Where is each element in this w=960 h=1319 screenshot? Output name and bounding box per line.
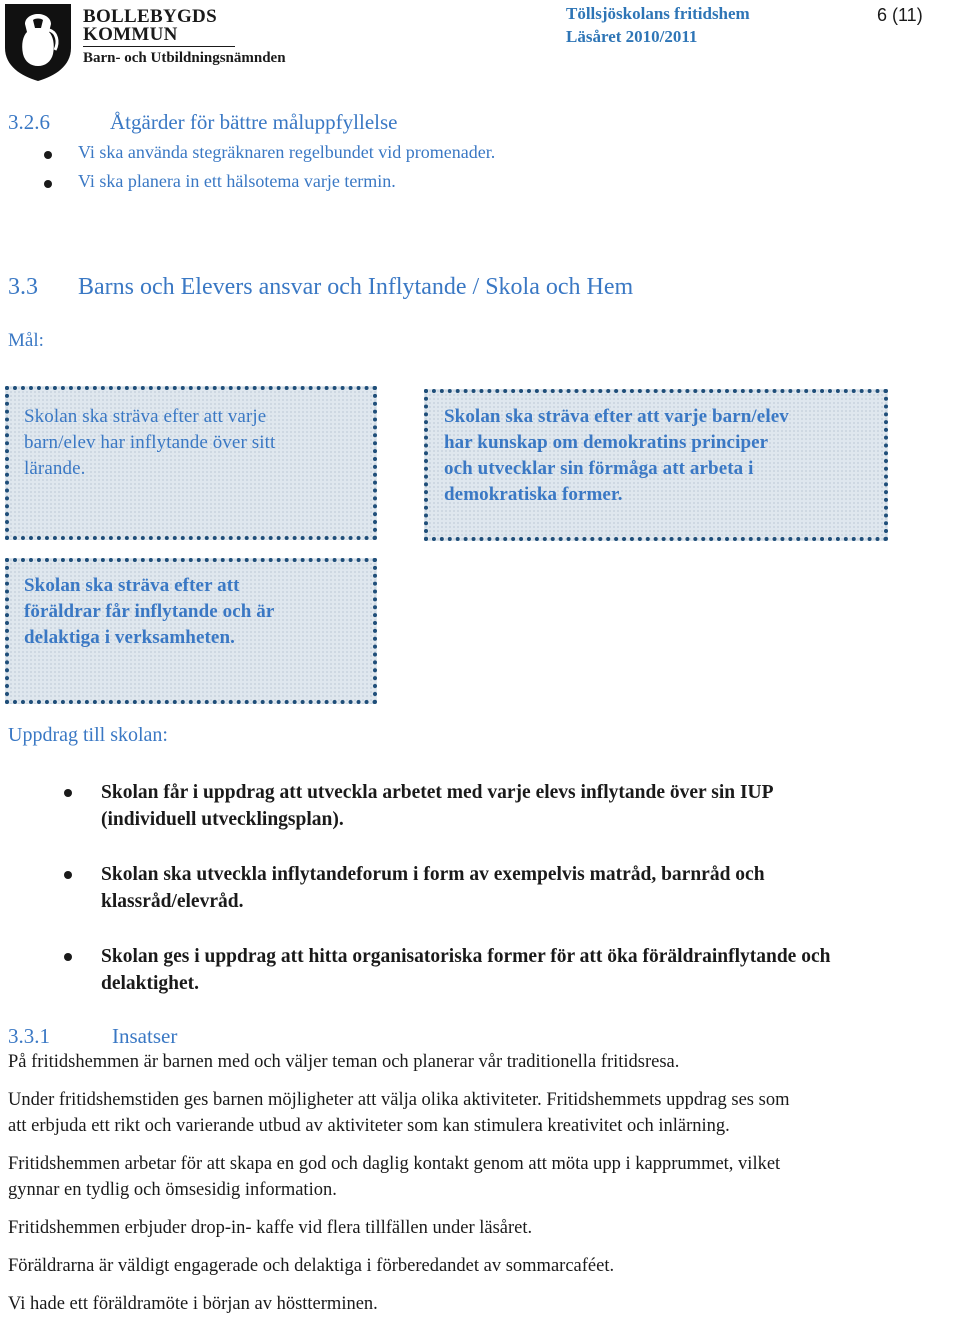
section-33-heading <box>8 274 908 304</box>
list-item: Vi ska använda stegräknaren regelbundet vid promenader. <box>78 142 496 162</box>
section-331-number: 3.3.1 <box>8 1024 50 1048</box>
paragraph: Föräldrarna är väldigt engagerade och delaktiga i förberedandet av sommarcaféet. <box>8 1256 615 1276</box>
goal-text: Skolan ska sträva efter att föräldrar får inflytande och är delaktiga i verksamheten. <box>24 575 275 648</box>
section-326-title: Åtgärder för bättre måluppfyllelse <box>110 110 398 134</box>
paragraph: Fritidshemmen erbjuder drop-in- kaffe vid flera tillfällen under läsåret. <box>8 1218 533 1238</box>
goal-box <box>5 558 377 704</box>
list-item: Skolan ska utveckla inflytandeforum i form av exempelvis matråd, barnråd och klassråd/elevråd. <box>101 864 765 912</box>
goal-box <box>424 389 888 541</box>
paragraph: Fritidshemmen arbetar för att skapa en god och daglig kontakt genom att möta upp i kapprummet, vilket gynnar en tydlig och ömsesidig information. <box>8 1154 781 1200</box>
section-326-heading <box>8 110 708 136</box>
paragraph: På fritidshemmen är barnen med och väljer teman och planerar vår traditionella fritidsresa. <box>8 1052 680 1072</box>
assignment-label: Uppdrag till skolan: <box>8 724 168 746</box>
municipality-crest-icon <box>3 2 73 82</box>
list-item: Skolan ges i uppdrag att hitta organisatoriska former för att öka föräldrainflytande och delaktighet. <box>101 946 831 994</box>
section-331-title: Insatser <box>112 1024 178 1048</box>
bullet-icon <box>64 953 72 961</box>
goal-box <box>5 386 377 540</box>
goals-label: Mål: <box>8 330 44 351</box>
bullet-icon <box>44 180 52 188</box>
bullet-icon <box>64 871 72 879</box>
school-year: Läsåret 2010/2011 <box>566 27 698 46</box>
section-331-heading <box>8 1024 508 1050</box>
paragraph: Under fritidshemstiden ges barnen möjligheter att välja olika aktiviteter. Fritidshemmets uppdrag ses som att erbjuda ett rikt och varierande utbud av aktiviteter som kan stimulera kreativitet och inlärning. <box>8 1090 790 1136</box>
section-33-title: Barns och Elevers ansvar och Inflytande / Skola och Hem <box>78 274 634 300</box>
list-item: Skolan får i uppdrag att utveckla arbetet med varje elevs inflytande över sin IUP (individuell utvecklingsplan). <box>101 782 774 830</box>
section-326-number: 3.2.6 <box>8 110 50 134</box>
logo-text-line1: BOLLEBYGDS <box>83 6 217 27</box>
logo-text-line2: KOMMUN <box>83 24 178 45</box>
goal-text: Skolan ska sträva efter att varje barn/elev har kunskap om demokratins principer och utvecklar sin förmåga att arbeta i demokratiska former. <box>444 406 789 505</box>
section-33-number: 3.3 <box>8 274 38 300</box>
document-title: Töllsjöskolans fritidshem <box>566 4 750 23</box>
list-item: Vi ska planera in ett hälsotema varje termin. <box>78 171 396 191</box>
page-number: 6 (11) <box>877 5 923 25</box>
paragraph: Vi hade ett föräldramöte i början av höstterminen. <box>8 1294 378 1314</box>
goal-text: Skolan ska sträva efter att varje barn/elev har inflytande över sitt lärande. <box>24 406 276 479</box>
bullet-icon <box>44 151 52 159</box>
logo-divider <box>83 46 235 47</box>
bullet-icon <box>64 789 72 797</box>
logo-subtitle: Barn- och Utbildningsnämnden <box>83 50 286 66</box>
